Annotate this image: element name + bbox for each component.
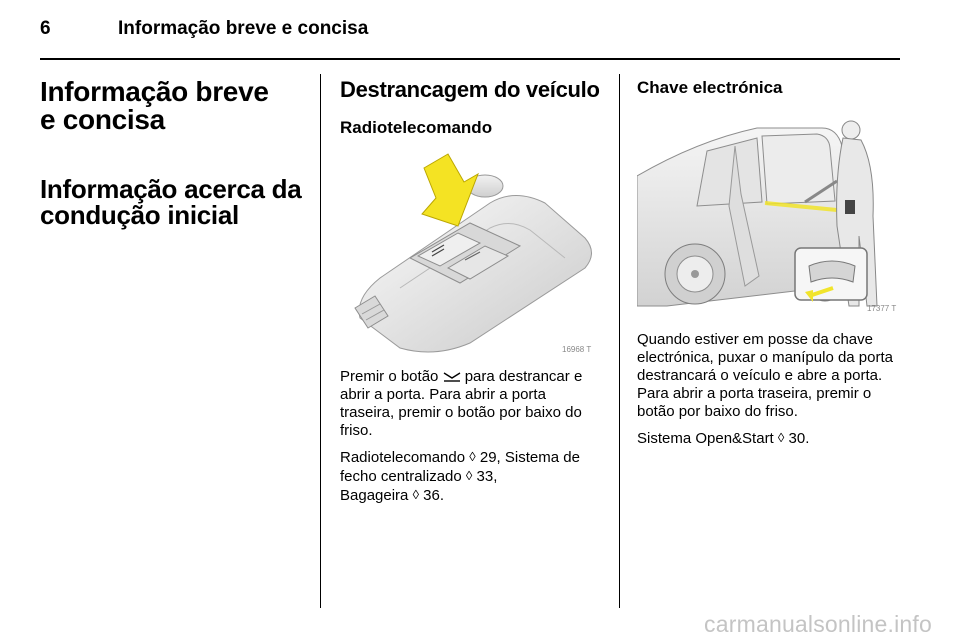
instruction-text-end: para destrancar e abrir a porta. Para abrir a porta traseira, premir o botão por baixo do friso.: [340, 368, 583, 439]
electronic-key-heading: Chave electrónica: [637, 78, 783, 97]
ref-boot-label: Bagageira: [340, 487, 413, 504]
remote-key-illustration: [340, 148, 602, 358]
page-ref-icon: ◊: [465, 468, 473, 483]
ref-remote-page: 29, Sistema de fecho centralizado: [340, 449, 580, 485]
ref-boot-page: 36.: [419, 487, 445, 504]
subsection-heading-line2: condução inicial: [40, 200, 239, 230]
ref-remote-label: Radiotelecomando: [340, 449, 470, 466]
subsection-heading: [40, 176, 310, 228]
section-heading-line1: Informação breve: [40, 76, 269, 107]
ref-open-start-page: 30.: [784, 430, 810, 447]
ref-open-start-label: Sistema Open&Start: [637, 430, 778, 447]
page-ref-icon: ◊: [777, 430, 785, 445]
cross-references: [340, 448, 604, 505]
watermark: carmanualsonline.info: [704, 611, 932, 637]
electronic-key-instructions: [637, 331, 901, 448]
column-3: [637, 78, 902, 98]
remote-instructions: [340, 368, 604, 505]
electronic-key-text: Quando estiver em posse da chave electrónica, puxar o manípulo da porta destrancará o veículo e abre a porta. Para abrir a porta traseira, premir o botão por baixo do friso.: [637, 331, 893, 420]
remote-instruction-text: [340, 368, 604, 440]
door-figure-code: 17377 T: [867, 304, 897, 313]
remote-figure-code: 16968 T: [562, 345, 592, 354]
subsection-heading-line1: Informação acerca da: [40, 174, 302, 204]
car-door-illustration: [637, 106, 901, 314]
car-door-figure: [637, 106, 901, 314]
remote-key-figure: [340, 148, 602, 358]
section-heading-line2: e concisa: [40, 104, 165, 135]
column-1: [40, 78, 310, 228]
header-rule: [40, 58, 900, 60]
unlock-button-icon: [443, 370, 461, 382]
page-number: 6: [40, 18, 51, 39]
electronic-key-ref: [637, 429, 901, 448]
ref-central-locking-page: 33,: [472, 468, 498, 485]
section-heading: [40, 78, 310, 134]
column-divider-right: [619, 74, 620, 608]
remote-control-heading: Radiotelecomando: [340, 118, 493, 137]
column-2: [340, 78, 605, 138]
column-divider-left: [320, 74, 321, 608]
running-header-title: Informação breve e concisa: [118, 18, 369, 39]
page-ref-icon: ◊: [412, 487, 419, 502]
unlocking-heading: Destrancagem do veículo: [340, 77, 600, 102]
page-ref-icon: ◊: [469, 449, 476, 464]
instruction-text-start: Premir o botão: [340, 368, 443, 385]
